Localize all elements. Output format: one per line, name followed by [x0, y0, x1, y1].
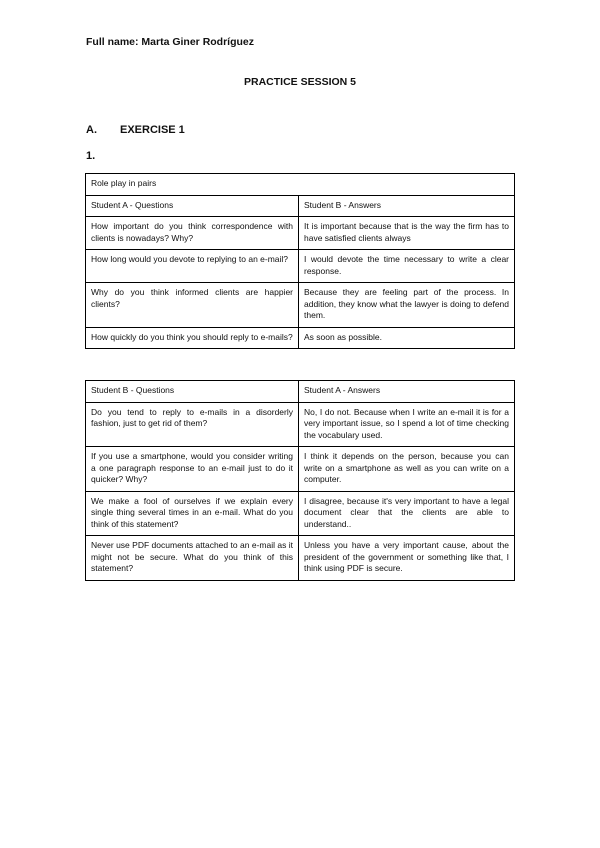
- answer-cell: I would devote the time necessary to write a clear response.: [299, 250, 515, 283]
- section-heading: [86, 124, 185, 136]
- answer-cell: No, I do not. Because when I write an e-mail it is for a very important issue, so I spend a lot of time checking the vocabulary used.: [299, 402, 515, 447]
- document-title: PRACTICE SESSION 5: [243, 76, 357, 88]
- table-caption-row: [86, 174, 515, 196]
- question-cell: Do you tend to reply to e-mails in a disorderly fashion, just to get rid of them?: [86, 402, 299, 447]
- question-cell: How long would you devote to replying to an e-mail?: [86, 250, 299, 283]
- question-cell: We make a fool of ourselves if we explain every single thing several times in an e-mail. What do you think of this statement?: [86, 491, 299, 536]
- answer-cell: It is important because that is the way the firm has to have satisfied clients always: [299, 217, 515, 250]
- question-cell: How important do you think correspondence with clients is nowadays? Why?: [86, 217, 299, 250]
- question-cell: Never use PDF documents attached to an e-mail as it might not be secure. What do you think of this statement?: [86, 536, 299, 581]
- answer-cell: Because they are feeling part of the process. In addition, they know what the lawyer is doing to defend them.: [299, 283, 515, 328]
- table-header-row: [86, 195, 515, 217]
- question-cell: If you use a smartphone, would you consider writing a one paragraph response to an e-mail just to do it quicker? Why?: [86, 447, 299, 492]
- table-header-row: [86, 381, 515, 403]
- table-row: [86, 327, 515, 349]
- table-row: [86, 447, 515, 492]
- answer-cell: Unless you have a very important cause, about the president of the government or something like that, I think using PDF is secure.: [299, 536, 515, 581]
- section-title: EXERCISE 1: [120, 124, 185, 136]
- table-row: [86, 217, 515, 250]
- table-row: [86, 536, 515, 581]
- answer-cell: As soon as possible.: [299, 327, 515, 349]
- answer-cell: I think it depends on the person, because you can write on a smartphone as well as you can write on a computer.: [299, 447, 515, 492]
- table-row: [86, 250, 515, 283]
- column-header-questions: Student A - Questions: [86, 195, 299, 217]
- question-cell: How quickly do you think you should reply to e-mails?: [86, 327, 299, 349]
- role-play-table-2: [85, 380, 515, 581]
- item-number: 1.: [86, 150, 96, 162]
- table-caption: Role play in pairs: [86, 174, 515, 196]
- column-header-answers: Student B - Answers: [299, 195, 515, 217]
- table-row: [86, 491, 515, 536]
- answer-cell: I disagree, because it's very important to have a legal document clear that the clients are able to understand..: [299, 491, 515, 536]
- full-name: Full name: Marta Giner Rodríguez: [86, 36, 255, 48]
- role-play-table-1: [85, 173, 515, 349]
- table-row: [86, 283, 515, 328]
- table-row: [86, 402, 515, 447]
- section-letter: A.: [86, 124, 97, 136]
- column-header-answers: Student A - Answers: [299, 381, 515, 403]
- question-cell: Why do you think informed clients are happier clients?: [86, 283, 299, 328]
- column-header-questions: Student B - Questions: [86, 381, 299, 403]
